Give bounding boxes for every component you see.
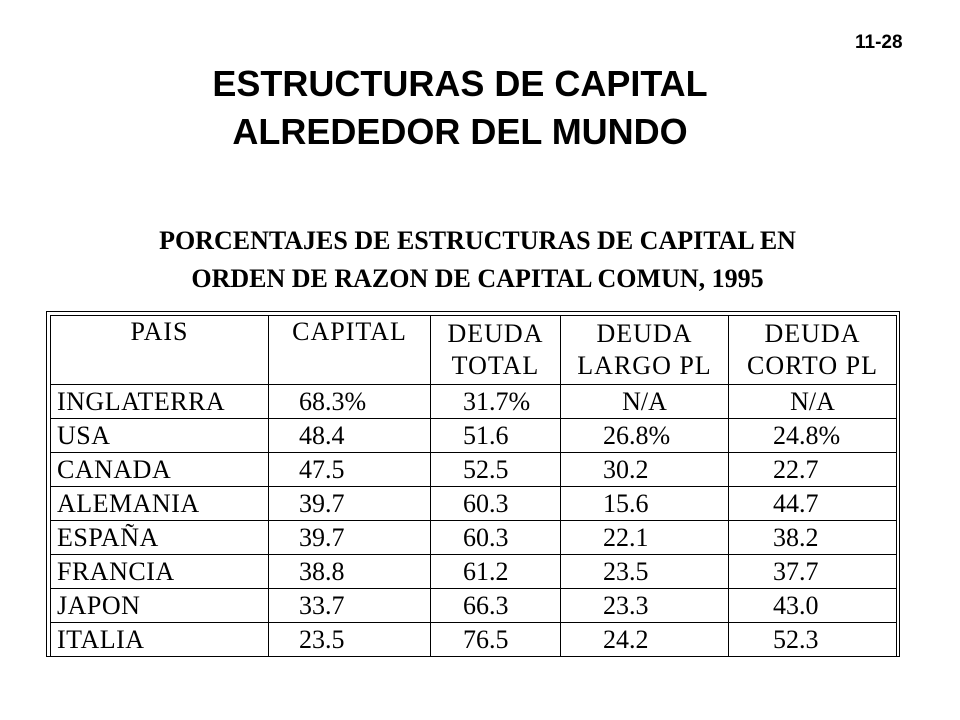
page-title [0,60,920,156]
table-row [51,453,897,487]
caption-line-2: ORDEN DE RAZON DE CAPITAL COMUN, 1995 [191,264,764,293]
table-caption [0,222,955,298]
cell-pais: ITALIA [51,623,269,657]
header-pais [51,316,269,385]
cell-deuda-largo: 30.2 [561,453,729,487]
cell-deuda-largo: N/A [561,385,729,419]
cell-deuda-total: 66.3 [431,589,561,623]
table-row [51,487,897,521]
table-row [51,385,897,419]
cell-capital: 47.5 [269,453,431,487]
header-deuda-corto-pl [729,316,897,385]
slide-number: 11-28 [855,32,903,53]
table-row [51,589,897,623]
cell-deuda-total: 61.2 [431,555,561,589]
cell-deuda-total: 60.3 [431,521,561,555]
cell-pais: FRANCIA [51,555,269,589]
cell-deuda-corto: N/A [729,385,897,419]
header-deuda-corto-line-2: CORTO PL [747,351,878,380]
cell-deuda-largo: 23.3 [561,589,729,623]
cell-capital: 33.7 [269,589,431,623]
cell-capital: 48.4 [269,419,431,453]
table-row [51,419,897,453]
table-row [51,555,897,589]
cell-deuda-total: 51.6 [431,419,561,453]
cell-deuda-total: 31.7% [431,385,561,419]
header-deuda-corto-line-1: DEUDA [764,319,861,348]
capital-structure-table [50,315,897,657]
cell-deuda-largo: 15.6 [561,487,729,521]
table-header-row [51,316,897,385]
header-deuda-largo-line-2: LARGO PL [577,351,712,380]
cell-capital: 38.8 [269,555,431,589]
header-deuda-total-line-2: TOTAL [451,351,540,380]
cell-deuda-largo: 22.1 [561,521,729,555]
cell-deuda-corto: 37.7 [729,555,897,589]
header-capital-line-1: CAPITAL [292,317,407,346]
cell-deuda-largo: 24.2 [561,623,729,657]
header-deuda-total [431,316,561,385]
cell-capital: 39.7 [269,521,431,555]
cell-deuda-total: 76.5 [431,623,561,657]
header-capital [269,316,431,385]
cell-deuda-corto: 52.3 [729,623,897,657]
header-deuda-largo-line-1: DEUDA [596,319,693,348]
cell-capital: 68.3% [269,385,431,419]
cell-deuda-largo: 26.8% [561,419,729,453]
cell-capital: 39.7 [269,487,431,521]
header-deuda-total-line-1: DEUDA [447,319,544,348]
caption-line-1: PORCENTAJES DE ESTRUCTURAS DE CAPITAL EN [159,226,796,255]
cell-deuda-largo: 23.5 [561,555,729,589]
cell-deuda-corto: 44.7 [729,487,897,521]
cell-pais: ALEMANIA [51,487,269,521]
cell-capital: 23.5 [269,623,431,657]
table-row [51,623,897,657]
cell-pais: INGLATERRA [51,385,269,419]
cell-deuda-corto: 24.8% [729,419,897,453]
table-row [51,521,897,555]
cell-deuda-total: 60.3 [431,487,561,521]
header-deuda-largo-pl [561,316,729,385]
title-line-2: ALREDEDOR DEL MUNDO [232,111,688,152]
capital-structure-table-frame [46,311,900,657]
cell-pais: JAPON [51,589,269,623]
cell-pais: CANADA [51,453,269,487]
cell-pais: USA [51,419,269,453]
cell-pais: ESPAÑA [51,521,269,555]
cell-deuda-corto: 38.2 [729,521,897,555]
cell-deuda-total: 52.5 [431,453,561,487]
cell-deuda-corto: 22.7 [729,453,897,487]
cell-deuda-corto: 43.0 [729,589,897,623]
title-line-1: ESTRUCTURAS DE CAPITAL [212,63,708,104]
header-pais-line-1: PAIS [130,317,189,346]
